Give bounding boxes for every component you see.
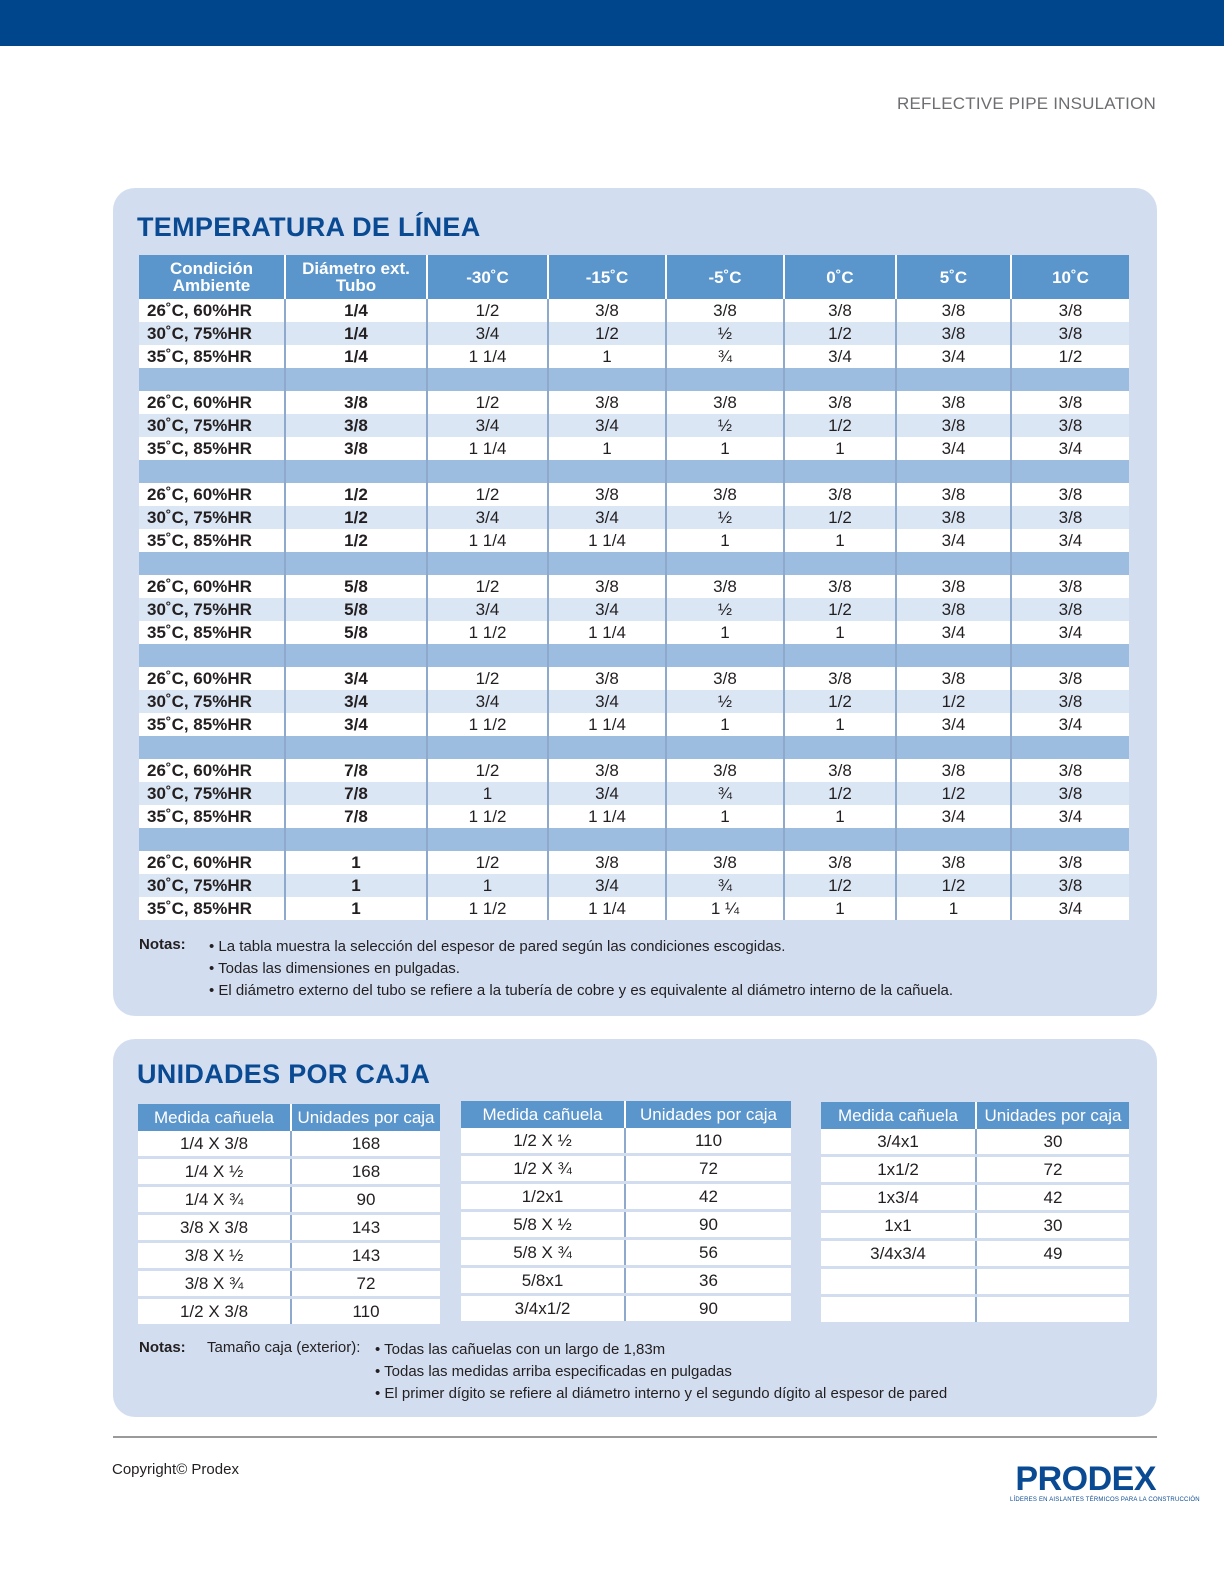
condition-cell: 35˚C, 85%HR xyxy=(139,529,285,552)
size-cell: 1x3/4 xyxy=(821,1184,976,1212)
thickness-cell: 1 1/2 xyxy=(427,713,548,736)
units-table-2 xyxy=(461,1101,791,1324)
col-header-units: Unidades por caja xyxy=(291,1104,440,1131)
size-cell: 3/8 X ½ xyxy=(138,1242,291,1270)
thickness-cell: 3/8 xyxy=(1011,506,1129,529)
thickness-cell: 3/4 xyxy=(1011,897,1129,920)
group-separator xyxy=(139,736,1129,759)
thickness-cell: 1 xyxy=(666,529,784,552)
thickness-cell: 3/4 xyxy=(896,621,1011,644)
diameter-cell: 1/4 xyxy=(285,299,427,322)
size-cell: 5/8x1 xyxy=(461,1267,625,1295)
units-cell: 90 xyxy=(291,1186,440,1214)
condition-cell: 30˚C, 75%HR xyxy=(139,690,285,713)
size-cell xyxy=(821,1268,976,1296)
thickness-cell: 3/4 xyxy=(548,874,666,897)
condition-cell: 30˚C, 75%HR xyxy=(139,782,285,805)
thickness-cell: ½ xyxy=(666,598,784,621)
thickness-cell: 3/8 xyxy=(1011,575,1129,598)
condition-cell: 26˚C, 60%HR xyxy=(139,759,285,782)
units-title: UNIDADES POR CAJA xyxy=(137,1059,431,1089)
thickness-cell: 1/2 xyxy=(784,322,896,345)
units-cell: 30 xyxy=(976,1129,1129,1156)
table-row xyxy=(138,1298,440,1326)
units-cell: 49 xyxy=(976,1240,1129,1268)
thickness-cell: 1 1/4 xyxy=(427,437,548,460)
table-row xyxy=(821,1296,1129,1324)
thickness-cell: 3/4 xyxy=(548,598,666,621)
thickness-cell: 1/2 xyxy=(784,782,896,805)
units-cell: 30 xyxy=(976,1212,1129,1240)
units-cell: 143 xyxy=(291,1242,440,1270)
temperature-table xyxy=(139,255,1129,920)
group-separator xyxy=(139,828,1129,851)
thickness-cell: 3/8 xyxy=(666,299,784,322)
header-temperature: -15˚C xyxy=(548,255,666,299)
table-row xyxy=(139,690,1129,713)
table-row xyxy=(139,483,1129,506)
document-header: REFLECTIVE PIPE INSULATION xyxy=(897,94,1156,113)
thickness-cell: 1 xyxy=(896,897,1011,920)
diameter-cell: 3/8 xyxy=(285,437,427,460)
thickness-cell: 1/2 xyxy=(427,851,548,874)
table-row xyxy=(138,1214,440,1242)
note-line: • El diámetro externo del tubo se refiere a la tubería de cobre y es equivalente al diámetro interno de la cañuela. xyxy=(209,982,954,999)
thickness-cell: ¾ xyxy=(666,874,784,897)
table-row xyxy=(139,322,1129,345)
header-temperature: 5˚C xyxy=(896,255,1011,299)
thickness-cell: 3/8 xyxy=(548,575,666,598)
thickness-cell: ¾ xyxy=(666,345,784,368)
thickness-cell: 1 1/4 xyxy=(548,897,666,920)
thickness-cell: 1 1/4 xyxy=(548,621,666,644)
thickness-cell: 3/8 xyxy=(896,851,1011,874)
condition-cell: 35˚C, 85%HR xyxy=(139,621,285,644)
thickness-cell: ¾ xyxy=(666,782,784,805)
col-header-units: Unidades por caja xyxy=(625,1101,791,1128)
top-color-bar xyxy=(0,0,1224,46)
note-line: • Todas las medidas arriba especificadas en pulgadas xyxy=(375,1363,732,1380)
table-row xyxy=(139,437,1129,460)
logo-wordmark: PRODEX xyxy=(1015,1460,1156,1498)
col-header-units: Unidades por caja xyxy=(976,1102,1129,1129)
units-cell: 90 xyxy=(625,1211,791,1239)
thickness-cell: 1/2 xyxy=(784,874,896,897)
thickness-cell: 1 xyxy=(784,897,896,920)
thickness-cell: 3/8 xyxy=(548,391,666,414)
thickness-cell: 3/4 xyxy=(896,713,1011,736)
table-row xyxy=(461,1155,791,1183)
thickness-cell: ½ xyxy=(666,322,784,345)
thickness-cell: 3/4 xyxy=(1011,437,1129,460)
table-row xyxy=(139,414,1129,437)
diameter-cell: 5/8 xyxy=(285,575,427,598)
thickness-cell: 1 1/4 xyxy=(427,345,548,368)
thickness-cell: 1/2 xyxy=(784,414,896,437)
table-row xyxy=(461,1295,791,1323)
diameter-cell: 1/2 xyxy=(285,506,427,529)
size-cell: 5/8 X ½ xyxy=(461,1211,625,1239)
thickness-cell: 3/8 xyxy=(1011,759,1129,782)
thickness-cell: 3/8 xyxy=(784,483,896,506)
thickness-cell: ½ xyxy=(666,690,784,713)
thickness-cell: 3/8 xyxy=(1011,782,1129,805)
thickness-cell: 3/8 xyxy=(548,759,666,782)
table-row xyxy=(139,621,1129,644)
thickness-cell: 1 xyxy=(666,621,784,644)
thickness-cell: 3/8 xyxy=(1011,598,1129,621)
units-cell: 110 xyxy=(625,1128,791,1155)
thickness-cell: 3/8 xyxy=(1011,299,1129,322)
thickness-cell: 3/4 xyxy=(784,345,896,368)
thickness-cell: 3/8 xyxy=(666,667,784,690)
table-row xyxy=(461,1128,791,1155)
table-row xyxy=(138,1270,440,1298)
size-cell: 1/2 X 3/8 xyxy=(138,1298,291,1326)
table-row xyxy=(461,1211,791,1239)
table-row xyxy=(139,598,1129,621)
header-temperature: -30˚C xyxy=(427,255,548,299)
table-row xyxy=(139,345,1129,368)
thickness-cell: 3/4 xyxy=(548,414,666,437)
diameter-cell: 1/4 xyxy=(285,345,427,368)
thickness-cell: 3/4 xyxy=(427,322,548,345)
condition-cell: 30˚C, 75%HR xyxy=(139,322,285,345)
col-header-size: Medida cañuela xyxy=(821,1102,976,1129)
thickness-cell: 3/4 xyxy=(896,529,1011,552)
thickness-cell: 1 1/2 xyxy=(427,897,548,920)
table-row xyxy=(139,391,1129,414)
thickness-cell: 3/8 xyxy=(896,759,1011,782)
thickness-cell: 3/8 xyxy=(1011,414,1129,437)
size-cell: 3/4x1 xyxy=(821,1129,976,1156)
thickness-cell: 3/8 xyxy=(1011,391,1129,414)
prodex-logo xyxy=(1010,1460,1200,1503)
diameter-cell: 7/8 xyxy=(285,782,427,805)
thickness-cell: 1 1/2 xyxy=(427,805,548,828)
thickness-cell: 3/8 xyxy=(896,506,1011,529)
size-cell: 1/4 X 3/8 xyxy=(138,1131,291,1158)
group-separator xyxy=(139,644,1129,667)
thickness-cell: 3/4 xyxy=(548,782,666,805)
diameter-cell: 5/8 xyxy=(285,621,427,644)
table-row xyxy=(139,782,1129,805)
thickness-cell: 3/4 xyxy=(548,506,666,529)
thickness-cell: 1 xyxy=(784,713,896,736)
logo-tagline: LÍDERES EN AISLANTES TÉRMICOS PARA LA CONSTRUCCIÓN xyxy=(1010,1497,1200,1503)
size-cell: 3/8 X ¾ xyxy=(138,1270,291,1298)
table-row xyxy=(821,1184,1129,1212)
thickness-cell: 1/2 xyxy=(427,299,548,322)
thickness-cell: 3/8 xyxy=(896,322,1011,345)
thickness-cell: 1/2 xyxy=(896,874,1011,897)
temperature-panel xyxy=(113,188,1157,1016)
size-cell: 1/2 X ¾ xyxy=(461,1155,625,1183)
thickness-cell: 3/4 xyxy=(1011,529,1129,552)
condition-cell: 35˚C, 85%HR xyxy=(139,897,285,920)
table-row xyxy=(821,1129,1129,1156)
thickness-cell: 1 xyxy=(427,874,548,897)
group-separator xyxy=(139,460,1129,483)
notes-label: Notas: xyxy=(139,1339,186,1356)
size-cell: 1x1/2 xyxy=(821,1156,976,1184)
table-row xyxy=(138,1131,440,1158)
temperature-title: TEMPERATURA DE LÍNEA xyxy=(137,212,481,242)
diameter-cell: 7/8 xyxy=(285,805,427,828)
thickness-cell: 1 1/4 xyxy=(548,713,666,736)
group-separator xyxy=(139,552,1129,575)
thickness-cell: 3/8 xyxy=(784,575,896,598)
header-temperature: 10˚C xyxy=(1011,255,1129,299)
thickness-cell: 1 xyxy=(784,621,896,644)
condition-cell: 30˚C, 75%HR xyxy=(139,506,285,529)
thickness-cell: 1/2 xyxy=(896,782,1011,805)
thickness-cell: 1/2 xyxy=(427,483,548,506)
units-cell xyxy=(976,1296,1129,1324)
size-cell: 3/4x1/2 xyxy=(461,1295,625,1323)
header-condition: Condición Ambiente xyxy=(139,255,285,299)
thickness-cell: 1/2 xyxy=(427,391,548,414)
table-row xyxy=(139,805,1129,828)
thickness-cell: ½ xyxy=(666,414,784,437)
diameter-cell: 5/8 xyxy=(285,598,427,621)
thickness-cell: 1/2 xyxy=(427,667,548,690)
header-temperature: -5˚C xyxy=(666,255,784,299)
thickness-cell: 3/8 xyxy=(784,391,896,414)
condition-cell: 35˚C, 85%HR xyxy=(139,345,285,368)
thickness-cell: 1/2 xyxy=(784,506,896,529)
thickness-cell: 1/2 xyxy=(1011,345,1129,368)
thickness-cell: 3/8 xyxy=(548,299,666,322)
thickness-cell: 3/8 xyxy=(896,598,1011,621)
diameter-cell: 1/2 xyxy=(285,529,427,552)
table-row xyxy=(821,1240,1129,1268)
table-row xyxy=(139,299,1129,322)
diameter-cell: 3/4 xyxy=(285,690,427,713)
table-row xyxy=(139,851,1129,874)
condition-cell: 35˚C, 85%HR xyxy=(139,437,285,460)
units-table-1 xyxy=(138,1104,440,1327)
thickness-cell: 1/2 xyxy=(427,759,548,782)
note-line: • La tabla muestra la selección del espesor de pared según las condiciones escogidas. xyxy=(209,938,786,955)
thickness-cell: 1 xyxy=(548,345,666,368)
group-separator xyxy=(139,368,1129,391)
diameter-cell: 1 xyxy=(285,874,427,897)
table-row xyxy=(139,897,1129,920)
units-cell: 72 xyxy=(291,1270,440,1298)
thickness-cell: 3/4 xyxy=(896,805,1011,828)
thickness-cell: 3/8 xyxy=(896,391,1011,414)
thickness-cell: 3/8 xyxy=(784,851,896,874)
thickness-cell: 3/8 xyxy=(896,414,1011,437)
units-cell: 56 xyxy=(625,1239,791,1267)
footer-divider xyxy=(113,1436,1157,1438)
col-header-size: Medida cañuela xyxy=(138,1104,291,1131)
thickness-cell: 3/8 xyxy=(896,483,1011,506)
thickness-cell: 1/2 xyxy=(784,598,896,621)
thickness-cell: 3/8 xyxy=(548,483,666,506)
thickness-cell: 1 xyxy=(666,805,784,828)
thickness-cell: 1 1/4 xyxy=(548,529,666,552)
thickness-cell: 1/2 xyxy=(896,690,1011,713)
condition-cell: 26˚C, 60%HR xyxy=(139,483,285,506)
notes-label: Notas: xyxy=(139,936,186,953)
units-cell: 72 xyxy=(976,1156,1129,1184)
size-cell: 1x1 xyxy=(821,1212,976,1240)
header-diameter: Diámetro ext. Tubo xyxy=(285,255,427,299)
thickness-cell: 3/8 xyxy=(666,575,784,598)
thickness-cell: 1 1/4 xyxy=(548,805,666,828)
units-cell: 110 xyxy=(291,1298,440,1326)
units-cell: 90 xyxy=(625,1295,791,1323)
thickness-cell: 1 xyxy=(548,437,666,460)
condition-cell: 26˚C, 60%HR xyxy=(139,391,285,414)
condition-cell: 35˚C, 85%HR xyxy=(139,713,285,736)
header-temperature: 0˚C xyxy=(784,255,896,299)
thickness-cell: 3/4 xyxy=(427,598,548,621)
condition-cell: 26˚C, 60%HR xyxy=(139,299,285,322)
thickness-cell: 3/4 xyxy=(896,345,1011,368)
thickness-cell: 3/8 xyxy=(666,391,784,414)
thickness-cell: 3/4 xyxy=(427,506,548,529)
thickness-cell: 1 xyxy=(427,782,548,805)
units-cell: 42 xyxy=(976,1184,1129,1212)
thickness-cell: 3/8 xyxy=(1011,851,1129,874)
diameter-cell: 3/8 xyxy=(285,414,427,437)
thickness-cell: 1/2 xyxy=(548,322,666,345)
table-row xyxy=(139,759,1129,782)
thickness-cell: 1 xyxy=(784,529,896,552)
thickness-cell: 3/4 xyxy=(548,690,666,713)
units-cell: 168 xyxy=(291,1131,440,1158)
box-size-label: Tamaño caja (exterior): xyxy=(207,1339,361,1356)
units-table-3 xyxy=(821,1102,1129,1325)
diameter-cell: 3/4 xyxy=(285,667,427,690)
copyright: Copyright© Prodex xyxy=(112,1461,239,1478)
thickness-cell: 1 xyxy=(666,713,784,736)
thickness-cell: 3/4 xyxy=(1011,713,1129,736)
condition-cell: 35˚C, 85%HR xyxy=(139,805,285,828)
table-row xyxy=(139,575,1129,598)
diameter-cell: 3/8 xyxy=(285,391,427,414)
thickness-cell: 3/8 xyxy=(784,759,896,782)
thickness-cell: 3/8 xyxy=(896,575,1011,598)
thickness-cell: 1/2 xyxy=(427,575,548,598)
diameter-cell: 1 xyxy=(285,897,427,920)
diameter-cell: 1/2 xyxy=(285,483,427,506)
thickness-cell: 3/8 xyxy=(666,483,784,506)
condition-cell: 26˚C, 60%HR xyxy=(139,851,285,874)
thickness-cell: 3/4 xyxy=(427,690,548,713)
thickness-cell: 3/8 xyxy=(666,759,784,782)
diameter-cell: 3/4 xyxy=(285,713,427,736)
thickness-cell: 1 1/2 xyxy=(427,621,548,644)
table-row xyxy=(138,1186,440,1214)
thickness-cell: 3/8 xyxy=(548,851,666,874)
table-row xyxy=(139,529,1129,552)
units-cell: 72 xyxy=(625,1155,791,1183)
thickness-cell: 3/4 xyxy=(1011,621,1129,644)
condition-cell: 30˚C, 75%HR xyxy=(139,598,285,621)
thickness-cell: 3/8 xyxy=(896,667,1011,690)
thickness-cell: 3/8 xyxy=(1011,874,1129,897)
units-cell: 42 xyxy=(625,1183,791,1211)
condition-cell: 30˚C, 75%HR xyxy=(139,874,285,897)
col-header-size: Medida cañuela xyxy=(461,1101,625,1128)
thickness-cell: 3/8 xyxy=(1011,322,1129,345)
diameter-cell: 7/8 xyxy=(285,759,427,782)
thickness-cell: 3/4 xyxy=(427,414,548,437)
size-cell: 1/2 X ½ xyxy=(461,1128,625,1155)
thickness-cell: 1/2 xyxy=(784,690,896,713)
condition-cell: 26˚C, 60%HR xyxy=(139,575,285,598)
size-cell: 3/8 X 3/8 xyxy=(138,1214,291,1242)
thickness-cell: 1 ¼ xyxy=(666,897,784,920)
units-cell: 36 xyxy=(625,1267,791,1295)
table-row xyxy=(138,1158,440,1186)
units-cell: 168 xyxy=(291,1158,440,1186)
note-line: • Todas las dimensiones en pulgadas. xyxy=(209,960,460,977)
size-cell: 1/4 X ½ xyxy=(138,1158,291,1186)
size-cell: 1/4 X ¾ xyxy=(138,1186,291,1214)
thickness-cell: 3/8 xyxy=(548,667,666,690)
note-line: • Todas las cañuelas con un largo de 1,83m xyxy=(375,1341,666,1358)
table-row xyxy=(461,1239,791,1267)
thickness-cell: 3/8 xyxy=(1011,690,1129,713)
thickness-cell: 1 xyxy=(784,805,896,828)
thickness-cell: 3/8 xyxy=(784,299,896,322)
table-row xyxy=(139,874,1129,897)
diameter-cell: 1 xyxy=(285,851,427,874)
table-row xyxy=(139,713,1129,736)
units-cell xyxy=(976,1268,1129,1296)
thickness-cell: ½ xyxy=(666,506,784,529)
thickness-cell: 3/8 xyxy=(896,299,1011,322)
table-row xyxy=(461,1267,791,1295)
thickness-cell: 1 1/4 xyxy=(427,529,548,552)
table-row xyxy=(821,1156,1129,1184)
size-cell xyxy=(821,1296,976,1324)
units-cell: 143 xyxy=(291,1214,440,1242)
thickness-cell: 1 xyxy=(784,437,896,460)
size-cell: 5/8 X ¾ xyxy=(461,1239,625,1267)
thickness-cell: 1 xyxy=(666,437,784,460)
table-row xyxy=(461,1183,791,1211)
table-row xyxy=(821,1212,1129,1240)
thickness-cell: 3/8 xyxy=(1011,483,1129,506)
size-cell: 1/2x1 xyxy=(461,1183,625,1211)
table-row xyxy=(138,1242,440,1270)
diameter-cell: 1/4 xyxy=(285,322,427,345)
table-row xyxy=(139,667,1129,690)
thickness-cell: 3/8 xyxy=(1011,667,1129,690)
thickness-cell: 3/8 xyxy=(784,667,896,690)
note-line: • El primer dígito se refiere al diámetro interno y el segundo dígito al espesor de pared xyxy=(375,1385,948,1402)
table-row xyxy=(821,1268,1129,1296)
thickness-cell: 3/4 xyxy=(1011,805,1129,828)
condition-cell: 30˚C, 75%HR xyxy=(139,414,285,437)
condition-cell: 26˚C, 60%HR xyxy=(139,667,285,690)
units-panel xyxy=(113,1039,1157,1417)
thickness-cell: 3/4 xyxy=(896,437,1011,460)
size-cell: 3/4x3/4 xyxy=(821,1240,976,1268)
thickness-cell: 3/8 xyxy=(666,851,784,874)
table-row xyxy=(139,506,1129,529)
